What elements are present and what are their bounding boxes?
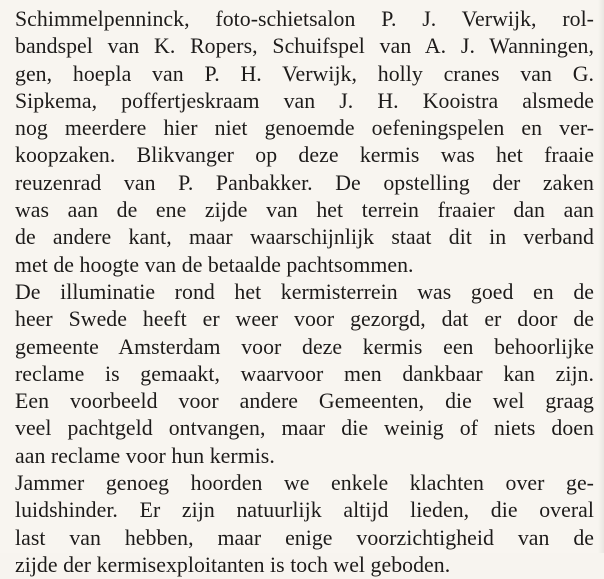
- text-line: reclame is gemaakt, waarvoor men dankbaar kan zijn.: [15, 361, 594, 386]
- text-line: nog meerdere hier niet genoemde oefeningspelen en ver-: [15, 116, 594, 141]
- text-line: gemeente Amsterdam voor deze kermis een behoorlijke: [15, 334, 594, 359]
- text-line: bandspel van K. Ropers, Schuifspel van A. J. Wanningen,: [15, 34, 594, 59]
- text-line: de andere kant, maar waarschijnlijk staat dit in verband: [15, 225, 594, 250]
- text-line: zijde der kermisexploitanten is toch wel geboden.: [15, 552, 451, 577]
- paragraph-2: [15, 279, 594, 470]
- text-line: was aan de ene zijde van het terrein fraaier dan aan: [15, 198, 594, 223]
- text-line: veel pachtgeld ontvangen, maar die weinig of niets doen: [15, 416, 594, 441]
- text-line: met de hoogte van de betaalde pachtsommen.: [15, 252, 414, 277]
- paragraph-3: [15, 470, 594, 579]
- text-line: heer Swede heeft er weer voor gezorgd, dat er door de: [15, 307, 594, 332]
- text-line: luidshinder. Er zijn natuurlijk altijd lieden, die overal: [15, 498, 594, 523]
- text-line: gen, hoepla van P. H. Verwijk, holly cranes van G.: [15, 61, 594, 86]
- text-line: last van hebben, maar enige voorzichtigheid van de: [15, 525, 594, 550]
- page-edge-shadow: [598, 0, 604, 553]
- text-line: reuzenrad van P. Panbakker. De opstelling der zaken: [15, 170, 594, 195]
- text-line: Sipkema, poffertjeskraam van J. H. Kooistra alsmede: [15, 88, 594, 113]
- paragraph-1: [15, 6, 594, 279]
- text-line: Jammer genoeg hoorden we enkele klachten over ge-: [15, 471, 594, 496]
- text-line: De illuminatie rond het kermisterrein was goed en de: [15, 279, 594, 304]
- text-line: Een voorbeeld voor andere Gemeenten, die wel graag: [15, 389, 594, 414]
- text-line: aan reclame voor hun kermis.: [15, 443, 275, 468]
- text-line: Schimmelpenninck, foto-schietsalon P. J. Verwijk, rol-: [15, 7, 594, 31]
- text-line: koopzaken. Blikvanger op deze kermis was het fraaie: [15, 143, 594, 168]
